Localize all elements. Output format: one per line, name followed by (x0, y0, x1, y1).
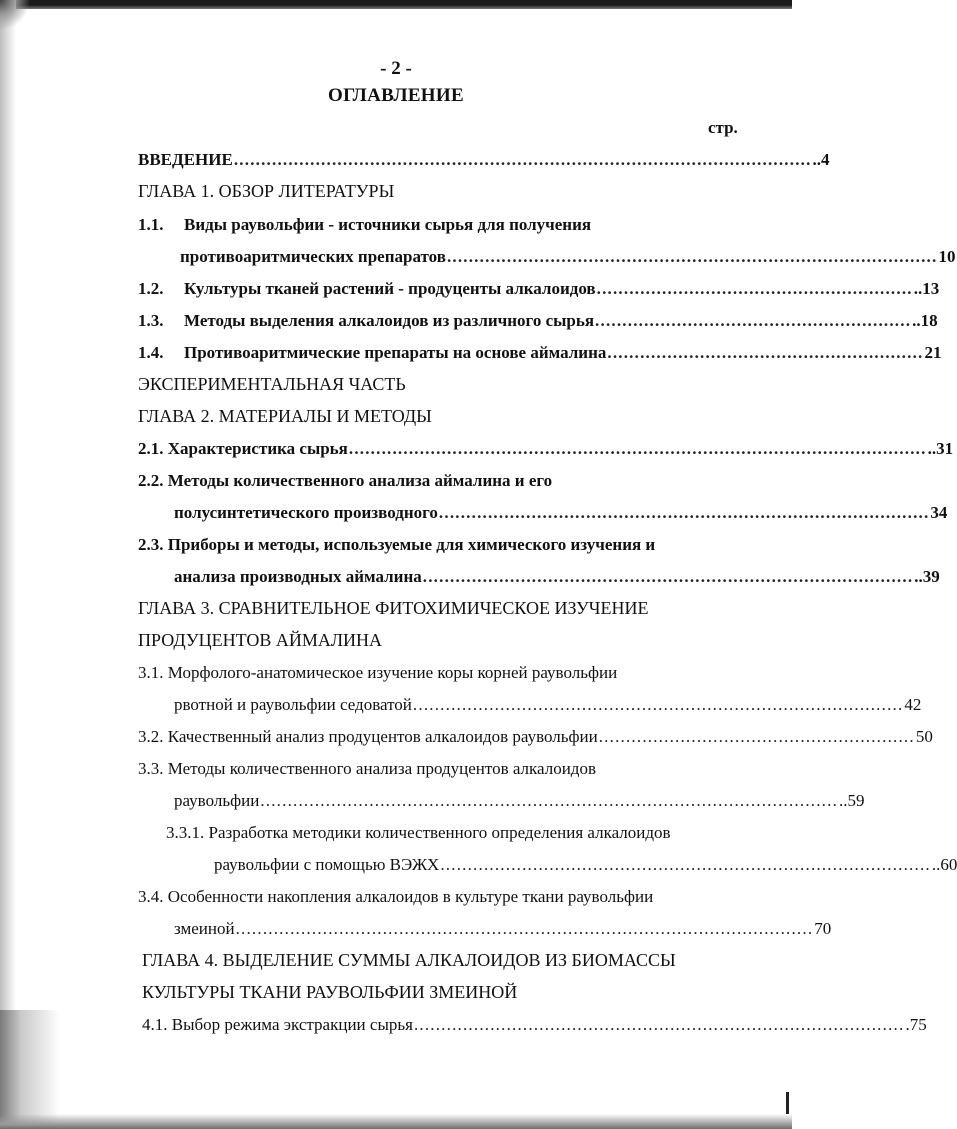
toc-leader-dots: .......................................................... (607, 343, 924, 362)
toc-page-number: 34 (930, 503, 948, 522)
toc-page-number: ..60 (931, 855, 957, 874)
toc-entry-1-3[interactable] (138, 307, 938, 331)
toc-page-number: ..31 (927, 439, 954, 458)
toc-chapter-2[interactable] (138, 403, 740, 427)
toc-chapter-3[interactable] (138, 595, 778, 619)
toc-leader-dots: .......................................................................................................... (235, 919, 814, 938)
toc-leader-dots: .......................................................... (598, 727, 915, 746)
toc-entry-text: рвотной и раувольфии седоватой (174, 695, 412, 714)
toc-entry-3-3-1-cont[interactable] (214, 851, 957, 875)
toc-entry-2-2[interactable] (138, 467, 740, 491)
scan-corner-shadow (0, 0, 30, 60)
toc-entry-3-1-cont[interactable] (174, 691, 922, 715)
toc-entry-text: ГЛАВА 1. ОБЗОР ЛИТЕРАТУРЫ (138, 181, 395, 201)
scan-bottom-edge (0, 1114, 792, 1129)
toc-entry-text: 2.1. Характеристика сырья (138, 439, 348, 458)
toc-page-number: .75 (905, 1015, 927, 1034)
toc-entry-text: змеиной (174, 919, 235, 938)
toc-chapter-4[interactable] (142, 947, 762, 971)
toc-entry-number: 1.3. (138, 311, 164, 330)
toc-entry-text: Методы выделения алкалоидов из различного сырья (184, 311, 595, 330)
toc-entry-text: ГЛАВА 3. СРАВНИТЕЛЬНОЕ ФИТОХИМИЧЕСКОЕ ИЗУЧЕНИЕ (138, 598, 649, 618)
toc-leader-dots: .......................................................................................... (413, 1015, 905, 1034)
toc-entry-1-1[interactable] (138, 211, 740, 235)
toc-entry-text: раувольфии (174, 791, 260, 810)
toc-entry-3-3-cont[interactable] (174, 787, 865, 811)
toc-entry-text: Виды раувольфии - источники сырья для получения (184, 215, 592, 234)
toc-leader-dots: .......................................................................................... (412, 695, 904, 714)
toc-entry-text: 3.3.1. Разработка методики количественного определения алкалоидов (166, 823, 671, 842)
page-title: ОГЛАВЛЕНИЕ (328, 85, 464, 106)
toc-entry-text: противоаритмических препаратов (180, 247, 446, 266)
toc-entry-text: 2.2. Методы количественного анализа аймалина и его (138, 471, 553, 490)
toc-entry-text: ЭКСПЕРИМЕНТАЛЬНАЯ ЧАСТЬ (138, 374, 406, 394)
toc-chapter-3-cont[interactable] (138, 627, 740, 651)
toc-page-number: ..13 (913, 279, 940, 298)
toc-entry-text: ГЛАВА 4. ВЫДЕЛЕНИЕ СУММЫ АЛКАЛОИДОВ ИЗ БИОМАССЫ (142, 950, 676, 970)
toc-entry-text: 3.1. Морфолого-анатомическое изучение коры корней раувольфии (138, 663, 618, 682)
toc-page-number: 42 (904, 695, 922, 714)
scan-right-mark (786, 1092, 789, 1114)
toc-leader-dots: .......................................................................................... (438, 503, 930, 522)
toc-page-number: 21 (924, 343, 942, 362)
toc-entry-number: 1.2. (138, 279, 164, 298)
toc-leader-dots: .......................................................... (595, 311, 912, 330)
toc-entry-text: полусинтетического производного (174, 503, 438, 522)
toc-entry-number: 1.4. (138, 343, 164, 362)
page-number: - 2 - (380, 58, 412, 79)
toc-page-number: ..39 (914, 567, 940, 586)
toc-entry-text: анализа производных аймалина (174, 567, 422, 586)
toc-entry-3-4[interactable] (138, 883, 750, 907)
toc-leader-dots: .......................................................................................................... (260, 791, 839, 810)
toc-entry-text: раувольфии с помощью ВЭЖХ (214, 855, 440, 874)
toc-page-number: ..4 (812, 150, 830, 169)
toc-entry-2-3[interactable] (138, 531, 740, 555)
toc-entry-3-1[interactable] (138, 659, 740, 683)
toc-entry-text: КУЛЬТУРЫ ТКАНИ РАУВОЛЬФИИ ЗМЕИНОЙ (142, 982, 518, 1002)
toc-entry-text: Противоаритмические препараты на основе аймалина (184, 343, 607, 362)
toc-page-number: 50 (915, 727, 933, 746)
toc-chapter-1[interactable] (138, 178, 740, 202)
toc-entry-1-2[interactable] (138, 275, 940, 299)
toc-leader-dots: .......................................................................................... (422, 567, 914, 586)
toc-leader-dots: .......................................................................................... (440, 855, 931, 874)
toc-page-number: ..18 (912, 311, 938, 330)
toc-entry-3-3-1[interactable] (166, 819, 756, 843)
toc-entry-text: 3.4. Особенности накопления алкалоидов в культуре ткани раувольфии (138, 887, 654, 906)
scan-top-edge (0, 0, 792, 9)
scan-left-edge (0, 0, 16, 1129)
toc-leader-dots: .......................................................................................................... (233, 150, 812, 169)
toc-entry-text: ПРОДУЦЕНТОВ АЙМАЛИНА (138, 630, 383, 650)
toc-entry-text: Культуры тканей растений - продуценты алкалоидов (184, 279, 596, 298)
toc-page-number: 70 (814, 919, 832, 938)
toc-entry-2-2-cont[interactable] (174, 499, 948, 523)
toc-entry-3-4-cont[interactable] (174, 915, 832, 939)
toc-entry-4-1[interactable] (142, 1011, 927, 1035)
toc-entry-3-3[interactable] (138, 755, 740, 779)
toc-entry-1-1-cont[interactable] (180, 243, 956, 267)
toc-entry-text: 4.1. Выбор режима экстракции сырья (142, 1015, 413, 1034)
toc-entry-1-4[interactable] (138, 339, 942, 363)
toc-page-number: 10 (938, 247, 956, 266)
toc-entry-text: 2.3. Приборы и методы, используемые для химического изучения и (138, 535, 656, 554)
toc-experimental-part[interactable] (138, 371, 740, 395)
toc-entry-text: 3.3. Методы количественного анализа продуцентов алкалоидов (138, 759, 596, 778)
toc-entry-text: ГЛАВА 2. МАТЕРИАЛЫ И МЕТОДЫ (138, 406, 432, 426)
toc-page-number: ..59 (839, 791, 865, 810)
toc-entry-number: 1.1. (138, 215, 164, 234)
toc-entry-intro[interactable] (138, 146, 830, 170)
scan-bottom-left-shadow (0, 1010, 60, 1129)
page-column-label: стр. (708, 118, 738, 137)
toc-entry-2-1[interactable] (138, 435, 954, 459)
toc-leader-dots: .......................................................................................................... (348, 439, 927, 458)
toc-entry-text: ВВЕДЕНИЕ (138, 150, 233, 169)
toc-entry-3-2[interactable] (138, 723, 933, 747)
toc-chapter-4-cont[interactable] (142, 979, 744, 1003)
toc-leader-dots: .......................................................... (596, 279, 913, 298)
toc-entry-2-3-cont[interactable] (174, 563, 940, 587)
toc-entry-text: 3.2. Качественный анализ продуцентов алкалоидов раувольфии (138, 727, 598, 746)
toc-leader-dots: .......................................................................................... (446, 247, 938, 266)
